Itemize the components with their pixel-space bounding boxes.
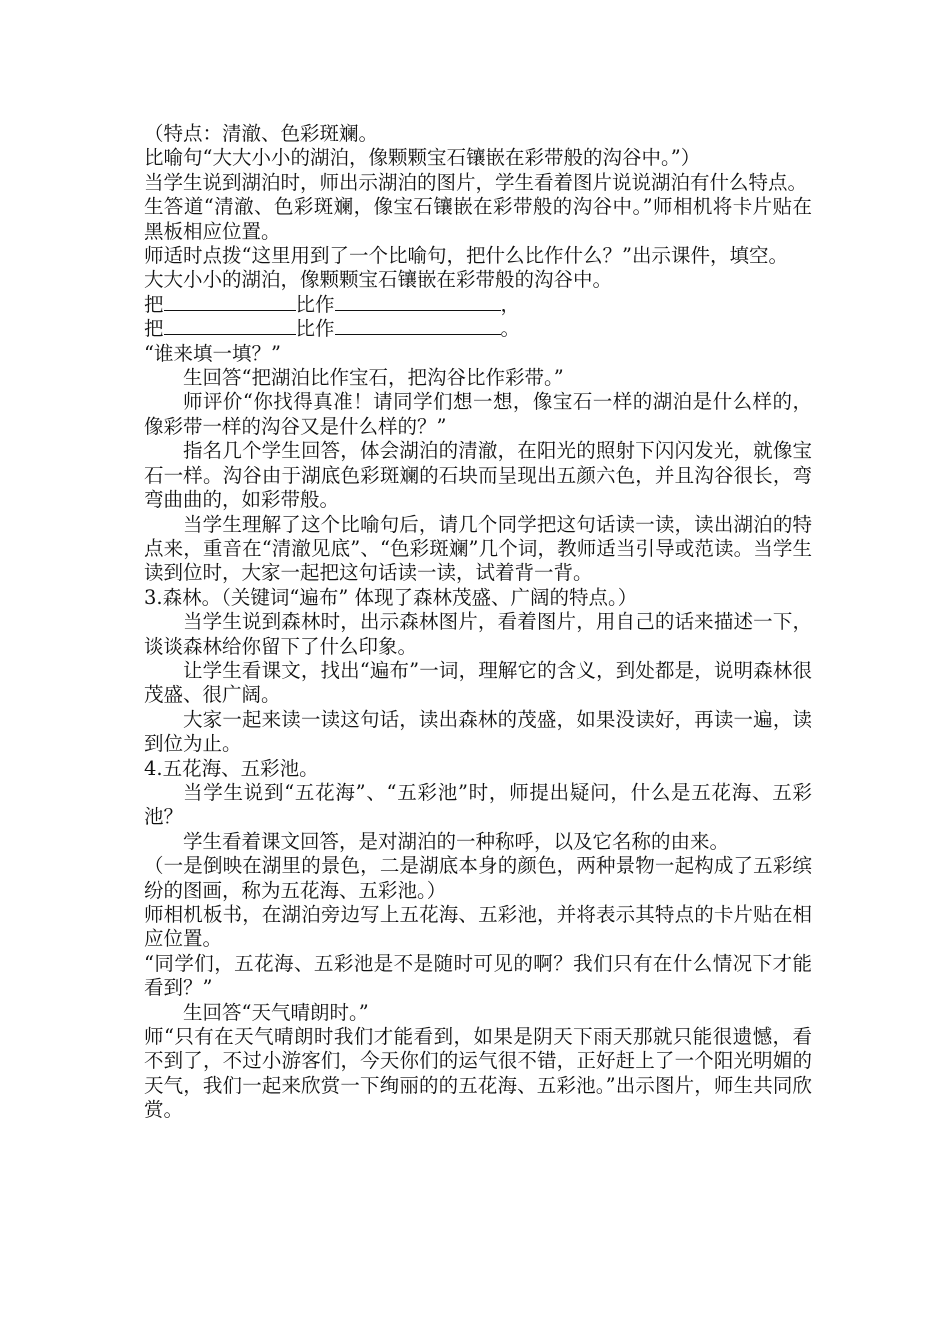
paragraph: 生回答“把湖泊比作宝石，把沟谷比作彩带。” bbox=[183, 366, 564, 390]
paragraph: “谁来填一填？” bbox=[144, 341, 281, 365]
document-body-bottom bbox=[144, 342, 812, 1123]
fill-blank-middle: 比作 bbox=[295, 317, 335, 341]
paragraph: 当学生理解了这个比喻句后，请几个同学把这句话读一读，读出湖泊的特点来，重音在“清澈见底”、“色彩斑斓”几个词，教师适当引导或范读。当学生读到位时，大家一起把这句话读一读，试着背一背。 bbox=[144, 512, 812, 585]
paragraph: 师适时点拨“这里用到了一个比喻句，把什么比作什么？”出示课件，填空。 bbox=[144, 244, 788, 268]
fill-blank-row bbox=[144, 293, 812, 317]
paragraph: 指名几个学生回答，体会湖泊的清澈，在阳光的照射下闪闪发光，就像宝石一样。沟谷由于湖底色彩斑斓的石块而呈现出五颜六色，并且沟谷很长，弯弯曲曲的，如彩带般。 bbox=[144, 439, 812, 512]
fill-blank-prefix: 把 bbox=[144, 292, 164, 316]
fill-in-blank-exercise bbox=[144, 293, 812, 342]
paragraph: 师相机板书，在湖泊旁边写上五花海、五彩池，并将表示其特点的卡片贴在相应位置。 bbox=[144, 903, 812, 951]
paragraph: “同学们，五花海、五彩池是不是随时可见的啊？我们只有在什么情况下才能看到？” bbox=[144, 951, 812, 1000]
paragraph: 让学生看课文，找出“遍布”一词，理解它的含义，到处都是，说明森林很茂盛、很广阔。 bbox=[144, 658, 812, 707]
paragraph: 4.五花海、五彩池。 bbox=[144, 756, 319, 780]
fill-blank-row bbox=[144, 317, 812, 341]
blank-line-2 bbox=[335, 317, 501, 335]
paragraph: 学生看着课文回答，是对湖泊的一种称呼，以及它名称的由来。 bbox=[183, 829, 730, 853]
fill-blank-suffix: ， bbox=[500, 292, 521, 316]
paragraph: 3.森林。（关键词“遍布” 体现了森林茂盛、广阔的特点。） bbox=[144, 585, 638, 609]
paragraph: 大大小小的湖泊，像颗颗宝石镶嵌在彩带般的沟谷中。 bbox=[144, 268, 613, 292]
fill-blank-suffix: 。 bbox=[500, 317, 521, 341]
document-body-top bbox=[144, 122, 812, 293]
blank-line-1 bbox=[164, 317, 296, 335]
paragraph: 大家一起来读一读这句话，读出森林的茂盛，如果没读好，再读一遍，读到位为止。 bbox=[144, 707, 812, 756]
paragraph: 当学生说到森林时，出示森林图片，看着图片，用自己的话来描述一下，谈谈森林给你留下了什么印象。 bbox=[144, 610, 812, 658]
paragraph: 比喻句“大大小小的湖泊，像颗颗宝石镶嵌在彩带般的沟谷中。”） bbox=[144, 146, 701, 170]
fill-blank-middle: 比作 bbox=[295, 292, 335, 316]
paragraph: 生答道“清澈、色彩斑斓，像宝石镶嵌在彩带般的沟谷中。”师相机将卡片贴在黑板相应位置。 bbox=[144, 195, 812, 243]
paragraph: 生回答“天气晴朗时。” bbox=[183, 1000, 369, 1024]
paragraph: 当学生说到“五花海”、“五彩池”时，师提出疑问，什么是五花海、五彩池？ bbox=[144, 780, 812, 829]
paragraph: 师“只有在天气晴朗时我们才能看到，如果是阴天下雨天那就只能很遗憾，看不到了，不过小游客们，今天你们的运气很不错，正好赶上了一个阳光明媚的天气，我们一起来欣赏一下绚丽的的五花海、五彩池。”出示图片，师生共同欣赏。 bbox=[144, 1025, 812, 1122]
blank-line-1 bbox=[164, 293, 296, 311]
document-page bbox=[144, 122, 812, 1123]
paragraph: （一是倒映在湖里的景色，二是湖底本身的颜色，两种景物一起构成了五彩缤纷的图画，称为五花海、五彩池。） bbox=[144, 854, 812, 902]
paragraph: 当学生说到湖泊时，师出示湖泊的图片，学生看着图片说说湖泊有什么特点。 bbox=[144, 170, 808, 194]
fill-blank-prefix: 把 bbox=[144, 317, 164, 341]
blank-line-2 bbox=[335, 293, 501, 311]
paragraph: 师评价“你找得真准！请同学们想一想，像宝石一样的湖泊是什么样的，像彩带一样的沟谷又是什么样的？” bbox=[144, 390, 812, 438]
paragraph: （特点：清澈、色彩斑斓。 bbox=[144, 122, 379, 145]
